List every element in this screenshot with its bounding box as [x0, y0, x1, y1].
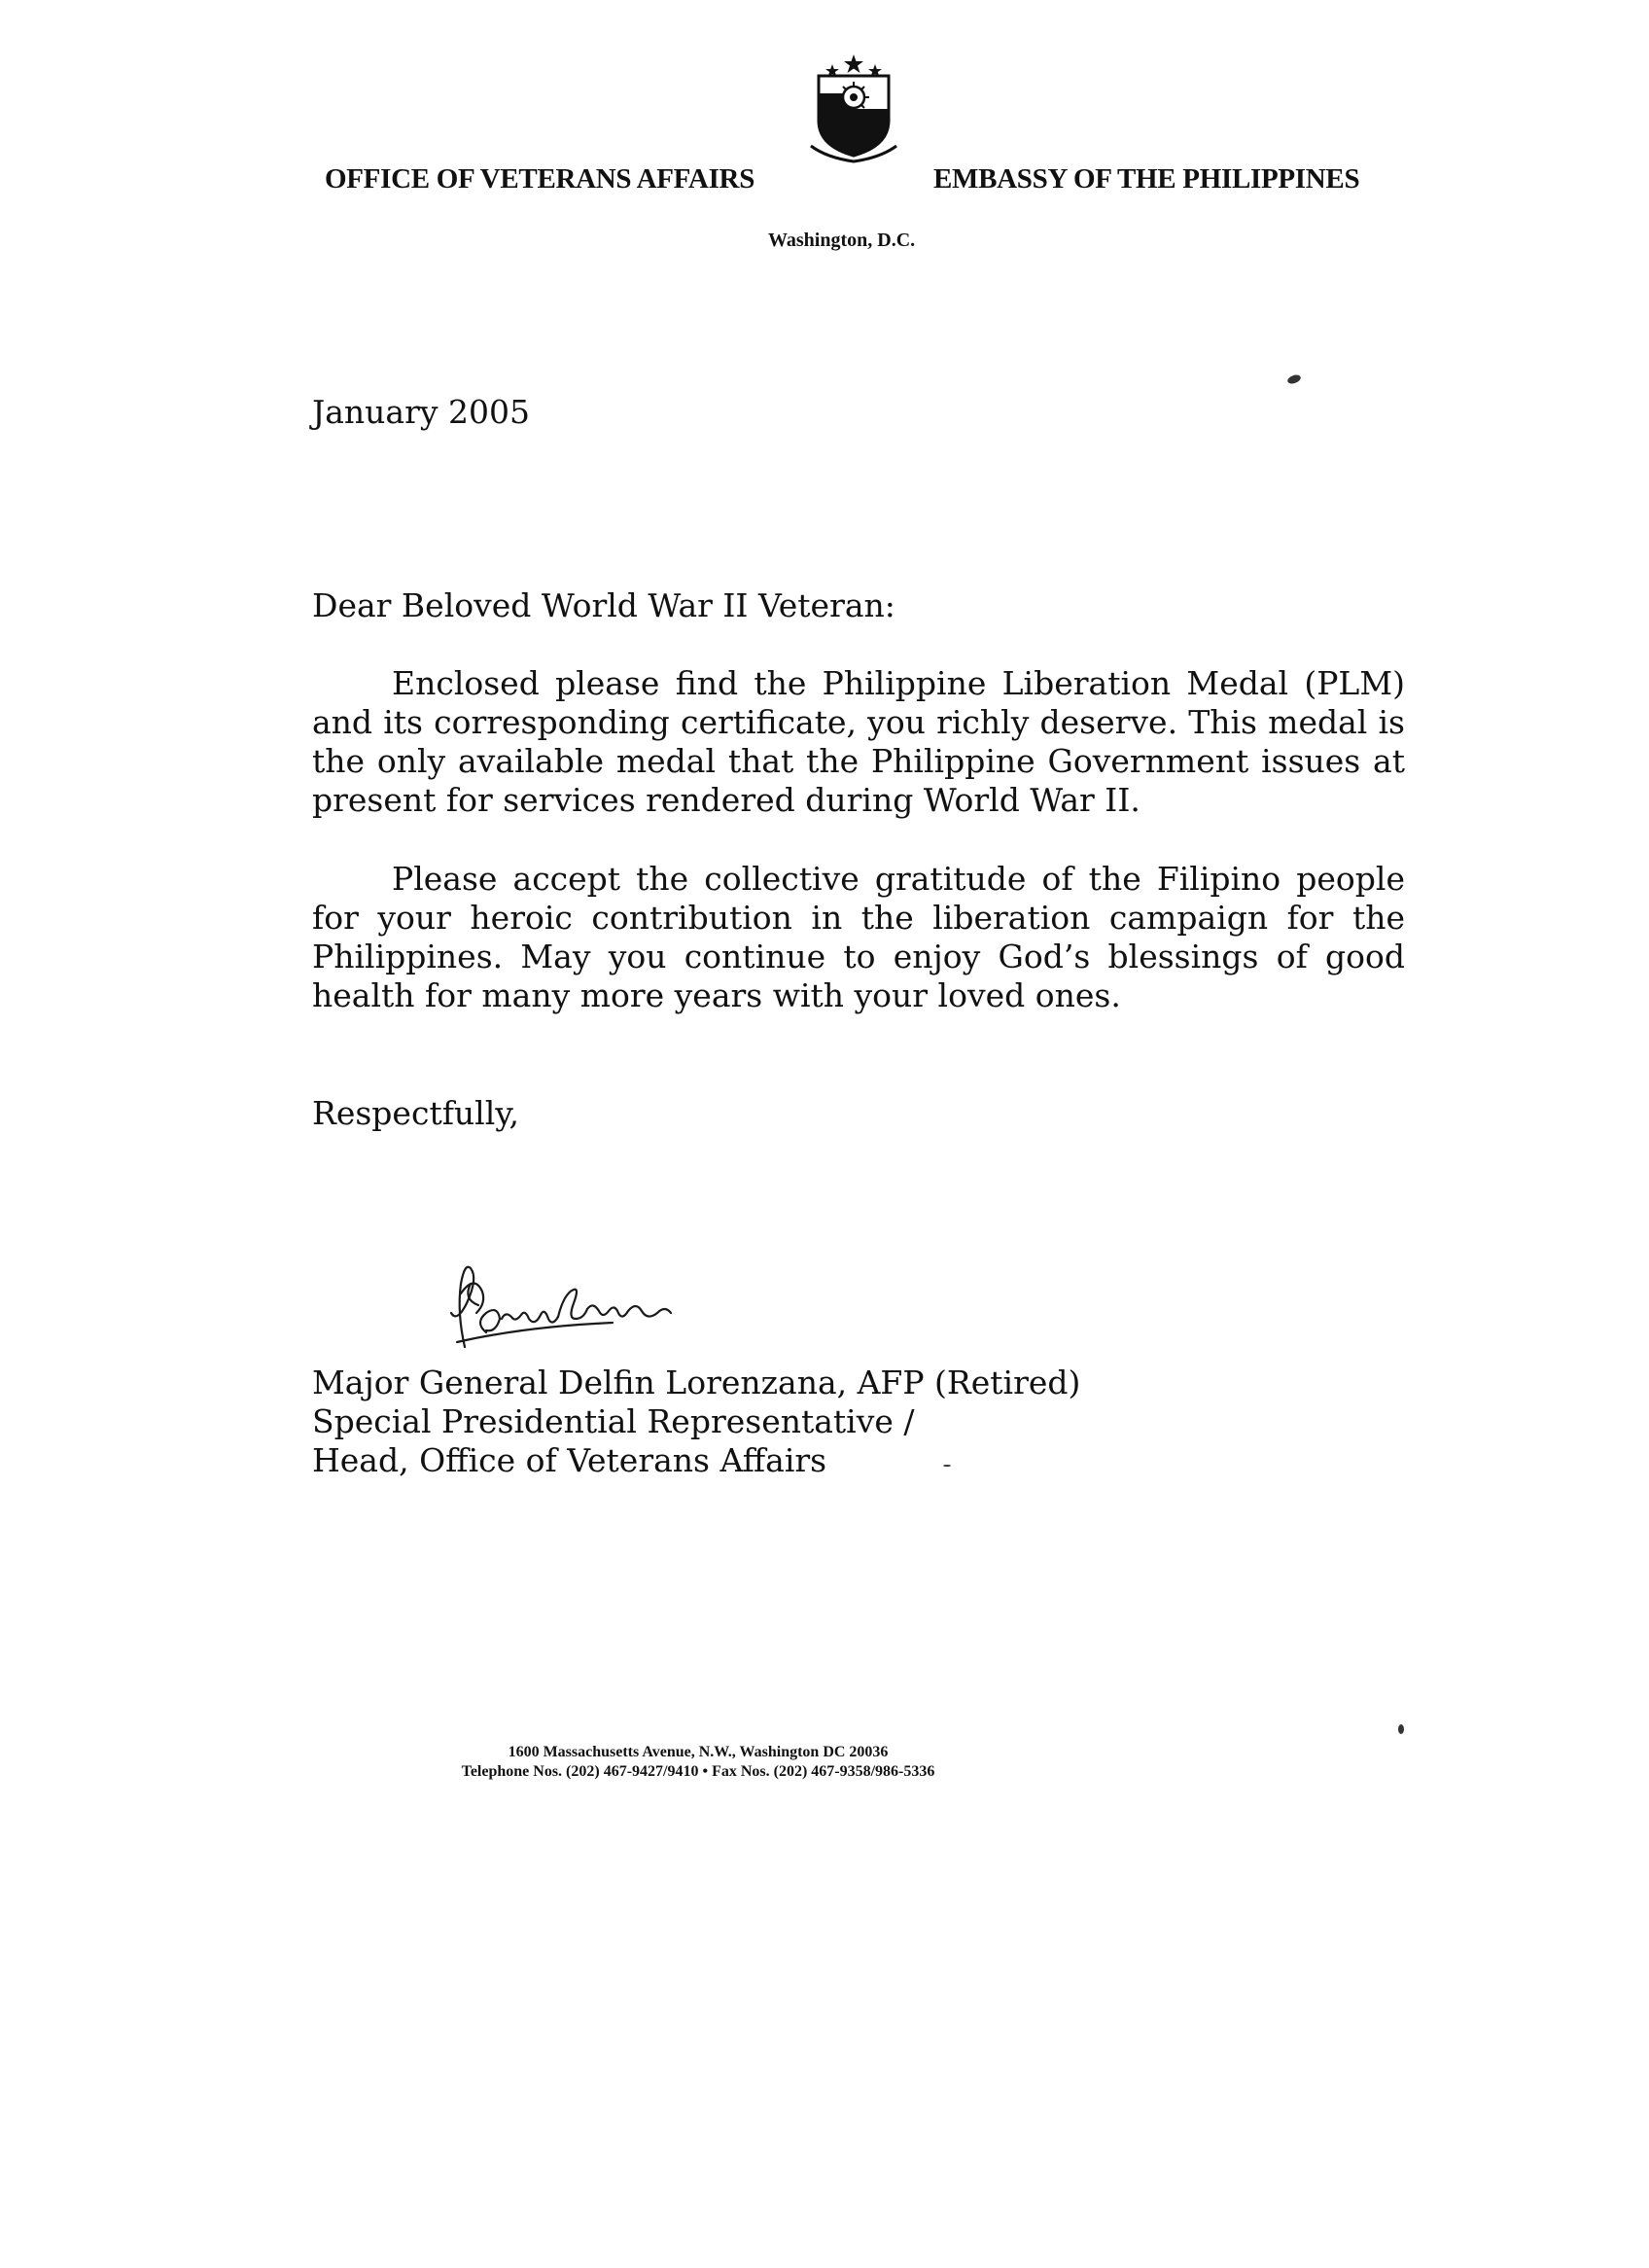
body-paragraph-1: [312, 664, 1405, 820]
body-paragraph-1-text: Enclosed please find the Philippine Liberation Medal (PLM) and its corresponding certificate, you richly deserve. This medal is the only available medal that the Philippine Government issues at present for services rendered during World War II.: [312, 664, 1405, 819]
footer-address: 1600 Massachusetts Avenue, N.W., Washington DC 20036: [508, 1744, 889, 1760]
letter-date: January 2005: [312, 393, 530, 431]
footer-phones: Telephone Nos. (202) 467-9427/9410 • Fax Nos. (202) 467-9358/986-5336: [461, 1763, 935, 1780]
salutation: Dear Beloved World War II Veteran:: [312, 586, 895, 624]
embassy-heading: EMBASSY OF THE PHILIPPINES: [933, 163, 1360, 195]
body-paragraph-2: [312, 860, 1405, 1015]
office-heading: OFFICE OF VETERANS AFFAIRS: [325, 163, 755, 195]
closing: Respectfully,: [312, 1094, 520, 1132]
scan-speck: [943, 1465, 951, 1467]
handwritten-signature: [428, 1255, 681, 1362]
scan-speck: [1286, 373, 1302, 385]
philippine-seal-icon: [807, 53, 900, 163]
signatory-name: Major General Delfin Lorenzana, AFP (Retired): [312, 1364, 1081, 1401]
scan-speck: [1398, 1724, 1404, 1734]
city-heading: Washington, D.C.: [768, 230, 916, 251]
signatory-title-2: Head, Office of Veterans Affairs: [312, 1441, 827, 1479]
signatory-title-1: Special Presidential Representative /: [312, 1402, 915, 1440]
body-paragraph-2-text: Please accept the collective gratitude of the Filipino people for your heroic contribution in the liberation campaign for the Philippines. May you continue to enjoy God’s blessings of good health for many more years with your loved ones.: [312, 860, 1405, 1014]
